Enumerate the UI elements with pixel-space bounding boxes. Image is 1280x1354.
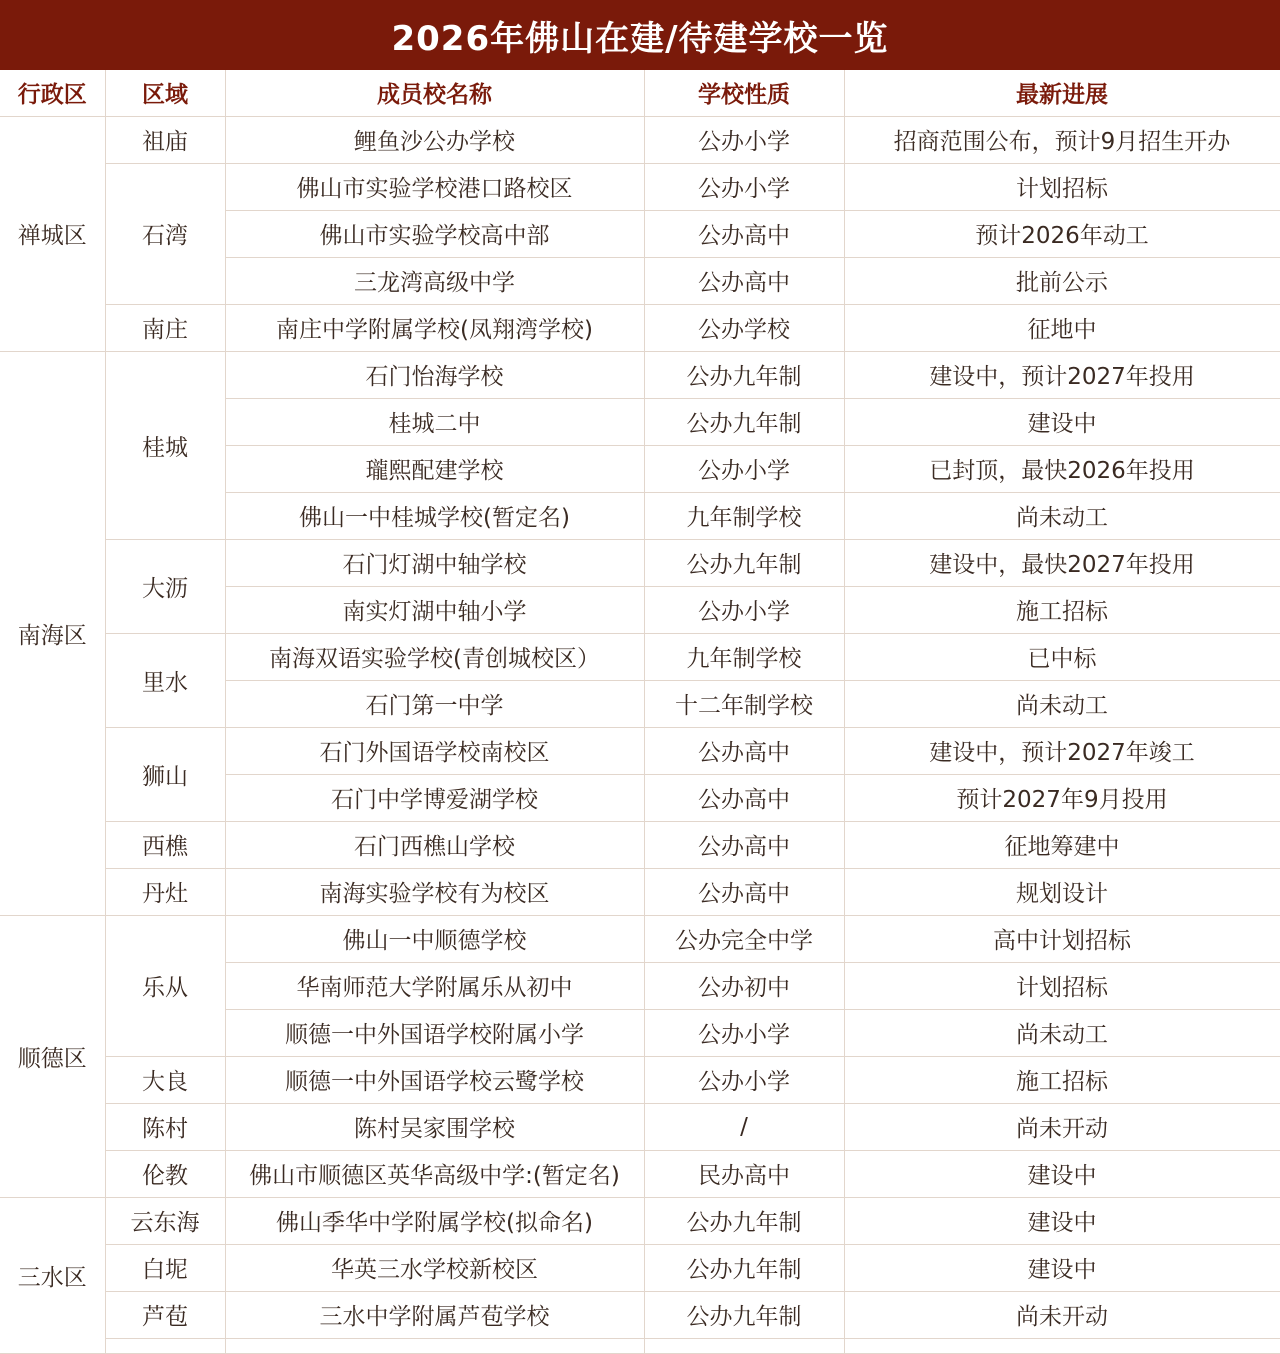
school-type-cell: 公办小学 [644,586,844,633]
progress-cell: 尚未动工 [844,1009,1280,1056]
school-name-cell: 石门外国语学校南校区 [225,727,644,774]
school-name-cell: 顺德一中外国语学校云鹭学校 [225,1056,644,1103]
school-type-cell: 公办初中 [644,962,844,1009]
table-row [0,1056,1280,1103]
area-cell: 大沥 [105,539,225,633]
school-type-cell: 九年制学校 [644,492,844,539]
school-type-cell: 公办高中 [644,257,844,304]
table-row [0,304,1280,351]
progress-cell: 已中标 [844,633,1280,680]
area-cell: 大良 [105,1056,225,1103]
progress-cell: 高中计划招标 [844,915,1280,962]
area-cell: 芦苞 [105,1291,225,1338]
area-cell: 乐从 [105,915,225,1056]
school-type-cell: / [644,1103,844,1150]
school-type-cell: 公办九年制 [644,398,844,445]
page-title: 2026年佛山在建/待建学校一览 [391,18,889,59]
table-row [0,351,1280,398]
school-name-cell: 三龙湾高级中学 [225,257,644,304]
header-school-name: 成员校名称 [225,70,644,116]
table-row [0,163,1280,210]
area-cell: 陈村 [105,1103,225,1150]
area-cell: 石湾 [105,163,225,304]
school-type-cell: 公办小学 [644,445,844,492]
cut-off-cell [105,1338,225,1353]
school-type-cell: 公办高中 [644,868,844,915]
progress-cell: 建设中 [844,1150,1280,1197]
school-name-cell: 石门西樵山学校 [225,821,644,868]
cut-off-cell [225,1338,644,1353]
school-name-cell: 佛山一中桂城学校(暂定名) [225,492,644,539]
progress-cell: 施工招标 [844,1056,1280,1103]
school-name-cell: 南海实验学校有为校区 [225,868,644,915]
school-name-cell: 佛山市顺德区英华高级中学:(暂定名) [225,1150,644,1197]
school-name-cell: 瓏熙配建学校 [225,445,644,492]
school-type-cell: 公办完全中学 [644,915,844,962]
area-cell: 狮山 [105,727,225,821]
school-type-cell: 公办高中 [644,210,844,257]
area-cell: 西樵 [105,821,225,868]
school-type-cell: 公办九年制 [644,1244,844,1291]
school-type-cell: 九年制学校 [644,633,844,680]
progress-cell: 批前公示 [844,257,1280,304]
progress-cell: 招商范围公布，预计9月招生开办 [844,116,1280,163]
header-district: 行政区 [0,70,105,116]
progress-cell: 征地筹建中 [844,821,1280,868]
school-type-cell: 公办九年制 [644,1197,844,1244]
area-cell: 伦教 [105,1150,225,1197]
title-bar [0,0,1280,70]
table-row-cut-off [0,1338,1280,1353]
table-row [0,1291,1280,1338]
table-row [0,1150,1280,1197]
cut-off-cell [844,1338,1280,1353]
progress-cell: 已封顶，最快2026年投用 [844,445,1280,492]
progress-cell: 建设中 [844,1197,1280,1244]
area-cell: 桂城 [105,351,225,539]
area-cell: 里水 [105,633,225,727]
area-cell: 丹灶 [105,868,225,915]
school-type-cell: 公办高中 [644,727,844,774]
table-row [0,915,1280,962]
school-type-cell: 公办小学 [644,1056,844,1103]
school-type-cell: 公办小学 [644,163,844,210]
school-name-cell: 三水中学附属芦苞学校 [225,1291,644,1338]
area-cell: 白坭 [105,1244,225,1291]
table-row [0,1244,1280,1291]
school-type-cell: 民办高中 [644,1150,844,1197]
school-type-cell: 公办九年制 [644,1291,844,1338]
school-type-cell: 十二年制学校 [644,680,844,727]
school-name-cell: 佛山市实验学校港口路校区 [225,163,644,210]
progress-cell: 建设中 [844,398,1280,445]
header-progress: 最新进展 [844,70,1280,116]
table-header-row [0,70,1280,116]
area-cell: 祖庙 [105,116,225,163]
school-type-cell: 公办九年制 [644,539,844,586]
school-type-cell: 公办九年制 [644,351,844,398]
progress-cell: 建设中，最快2027年投用 [844,539,1280,586]
area-cell: 南庄 [105,304,225,351]
progress-cell: 尚未开动 [844,1103,1280,1150]
school-name-cell: 佛山市实验学校高中部 [225,210,644,257]
progress-cell: 建设中，预计2027年竣工 [844,727,1280,774]
school-name-cell: 华英三水学校新校区 [225,1244,644,1291]
header-school-type: 学校性质 [644,70,844,116]
school-name-cell: 陈村吴家围学校 [225,1103,644,1150]
table-row [0,1197,1280,1244]
school-type-cell: 公办小学 [644,116,844,163]
school-type-cell: 公办学校 [644,304,844,351]
progress-cell: 施工招标 [844,586,1280,633]
progress-cell: 尚未动工 [844,492,1280,539]
school-name-cell: 石门灯湖中轴学校 [225,539,644,586]
school-name-cell: 桂城二中 [225,398,644,445]
cut-off-cell [644,1338,844,1353]
table-row [0,868,1280,915]
school-name-cell: 南庄中学附属学校(凤翔湾学校) [225,304,644,351]
progress-cell: 计划招标 [844,163,1280,210]
district-cell: 顺德区 [0,915,105,1197]
table-row [0,633,1280,680]
school-name-cell: 佛山季华中学附属学校(拟命名) [225,1197,644,1244]
school-name-cell: 鲤鱼沙公办学校 [225,116,644,163]
progress-cell: 预计2027年9月投用 [844,774,1280,821]
school-name-cell: 华南师范大学附属乐从初中 [225,962,644,1009]
header-area: 区域 [105,70,225,116]
progress-cell: 尚未动工 [844,680,1280,727]
school-name-cell: 石门中学博爱湖学校 [225,774,644,821]
school-type-cell: 公办高中 [644,821,844,868]
progress-cell: 尚未开动 [844,1291,1280,1338]
district-cell: 禅城区 [0,116,105,351]
progress-cell: 征地中 [844,304,1280,351]
area-cell: 云东海 [105,1197,225,1244]
table-row [0,539,1280,586]
school-name-cell: 石门怡海学校 [225,351,644,398]
district-cell: 南海区 [0,351,105,915]
school-type-cell: 公办小学 [644,1009,844,1056]
district-cell: 三水区 [0,1197,105,1353]
table-row [0,1103,1280,1150]
progress-cell: 建设中，预计2027年投用 [844,351,1280,398]
progress-cell: 计划招标 [844,962,1280,1009]
table-row [0,727,1280,774]
progress-cell: 建设中 [844,1244,1280,1291]
school-name-cell: 南海双语实验学校(青创城校区） [225,633,644,680]
school-name-cell: 顺德一中外国语学校附属小学 [225,1009,644,1056]
table-row [0,116,1280,163]
progress-cell: 规划设计 [844,868,1280,915]
school-name-cell: 南实灯湖中轴小学 [225,586,644,633]
school-type-cell: 公办高中 [644,774,844,821]
school-name-cell: 佛山一中顺德学校 [225,915,644,962]
school-name-cell: 石门第一中学 [225,680,644,727]
school-table [0,70,1280,1354]
progress-cell: 预计2026年动工 [844,210,1280,257]
table-row [0,821,1280,868]
